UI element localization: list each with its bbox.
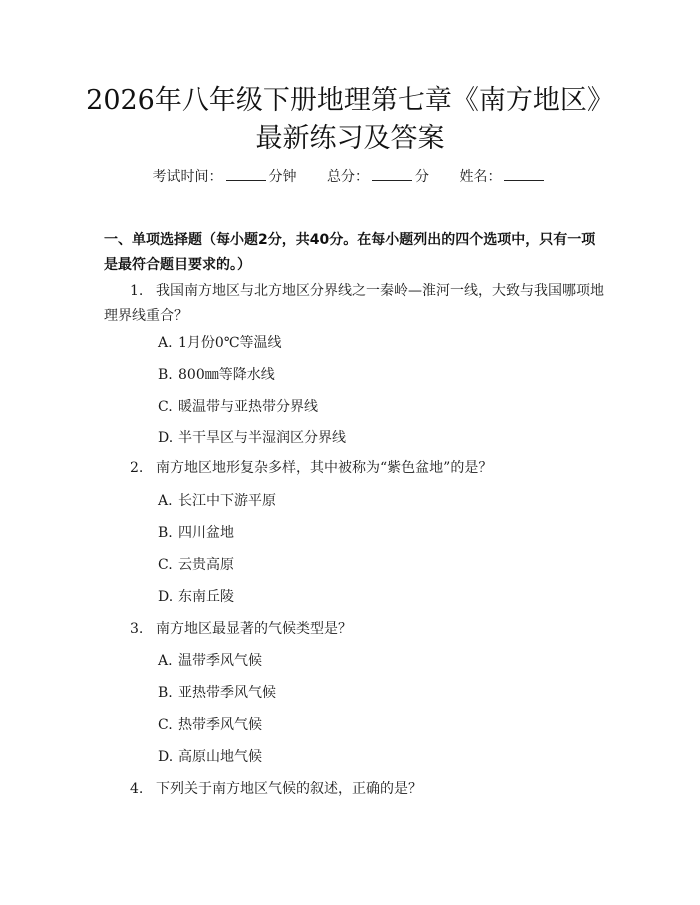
question-2-option-d [158, 586, 234, 608]
question-1 [104, 279, 604, 329]
question-4 [104, 777, 604, 802]
exam-time-blank [226, 166, 266, 181]
section-heading: 一、单项选择题（每小题2分，共40分。在每小题列出的四个选项中，只有一项是最符合题目要求的。） [104, 232, 596, 273]
document-title-line-1: 2026年八年级下册地理第七章《南方地区》 [86, 85, 614, 116]
option-letter: D. [158, 589, 174, 605]
exam-time-field [153, 166, 297, 188]
option-text: 东南丘陵 [178, 589, 234, 605]
option-letter: B. [158, 525, 173, 541]
option-letter: A. [158, 335, 173, 351]
option-letter: A. [158, 653, 173, 669]
question-1-option-d [158, 427, 346, 449]
question-2-option-a [158, 490, 276, 512]
option-letter: C. [158, 717, 173, 733]
question-number: 3. [130, 621, 144, 637]
exam-time-label: 考试时间： [152, 169, 223, 185]
total-score-label: 总分： [327, 169, 369, 185]
total-score-blank [372, 166, 412, 181]
option-text: 热带季风气候 [178, 717, 262, 733]
exam-time-unit: 分钟 [268, 169, 297, 185]
student-name-field [459, 166, 547, 188]
question-number: 2. [130, 460, 144, 476]
option-text: 长江中下游平原 [178, 493, 276, 509]
option-text: 四川盆地 [178, 525, 234, 541]
total-score-unit: 分 [415, 169, 429, 185]
question-number: 4. [130, 781, 144, 797]
question-stem: 下列关于南方地区气候的叙述，正确的是？ [156, 781, 422, 797]
question-3-option-d [158, 746, 262, 768]
option-letter: C. [158, 399, 173, 415]
question-3-option-a [158, 650, 262, 672]
option-letter: C. [158, 557, 173, 573]
question-stem: 我国南方地区与北方地区分界线之一秦岭—淮河一线，大致与我国哪项地理界线重合？ [104, 283, 604, 324]
option-text: 1月份0℃等温线 [178, 335, 282, 351]
option-letter: D. [158, 430, 174, 446]
question-2 [104, 456, 604, 481]
option-text: 800㎜等降水线 [178, 367, 275, 383]
student-name-label: 姓名： [459, 169, 502, 185]
total-score-field [327, 166, 429, 188]
option-text: 暖温带与亚热带分界线 [178, 399, 318, 415]
option-letter: A. [158, 493, 173, 509]
question-number: 1. [130, 283, 144, 299]
option-text: 云贵高原 [178, 557, 234, 573]
question-3-option-c [158, 714, 262, 736]
question-3 [104, 617, 604, 642]
question-stem: 南方地区地形复杂多样，其中被称为“紫色盆地”的是？ [156, 460, 493, 476]
question-1-option-c [158, 396, 318, 418]
option-text: 半干旱区与半湿润区分界线 [178, 430, 346, 446]
question-1-option-b [158, 364, 275, 386]
option-text: 高原山地气候 [178, 749, 262, 765]
document-title-line-2: 最新练习及答案 [255, 123, 445, 154]
question-3-option-b [158, 682, 276, 704]
student-name-blank [504, 166, 544, 181]
question-stem: 南方地区最显著的气候类型是？ [156, 621, 352, 637]
option-text: 温带季风气候 [178, 653, 262, 669]
option-letter: B. [158, 685, 173, 701]
option-letter: B. [158, 367, 173, 383]
question-2-option-c [158, 554, 234, 576]
option-text: 亚热带季风气候 [178, 685, 276, 701]
question-1-option-a [158, 332, 281, 354]
question-2-option-b [158, 522, 234, 544]
option-letter: D. [158, 749, 174, 765]
exam-info-row [0, 166, 700, 188]
